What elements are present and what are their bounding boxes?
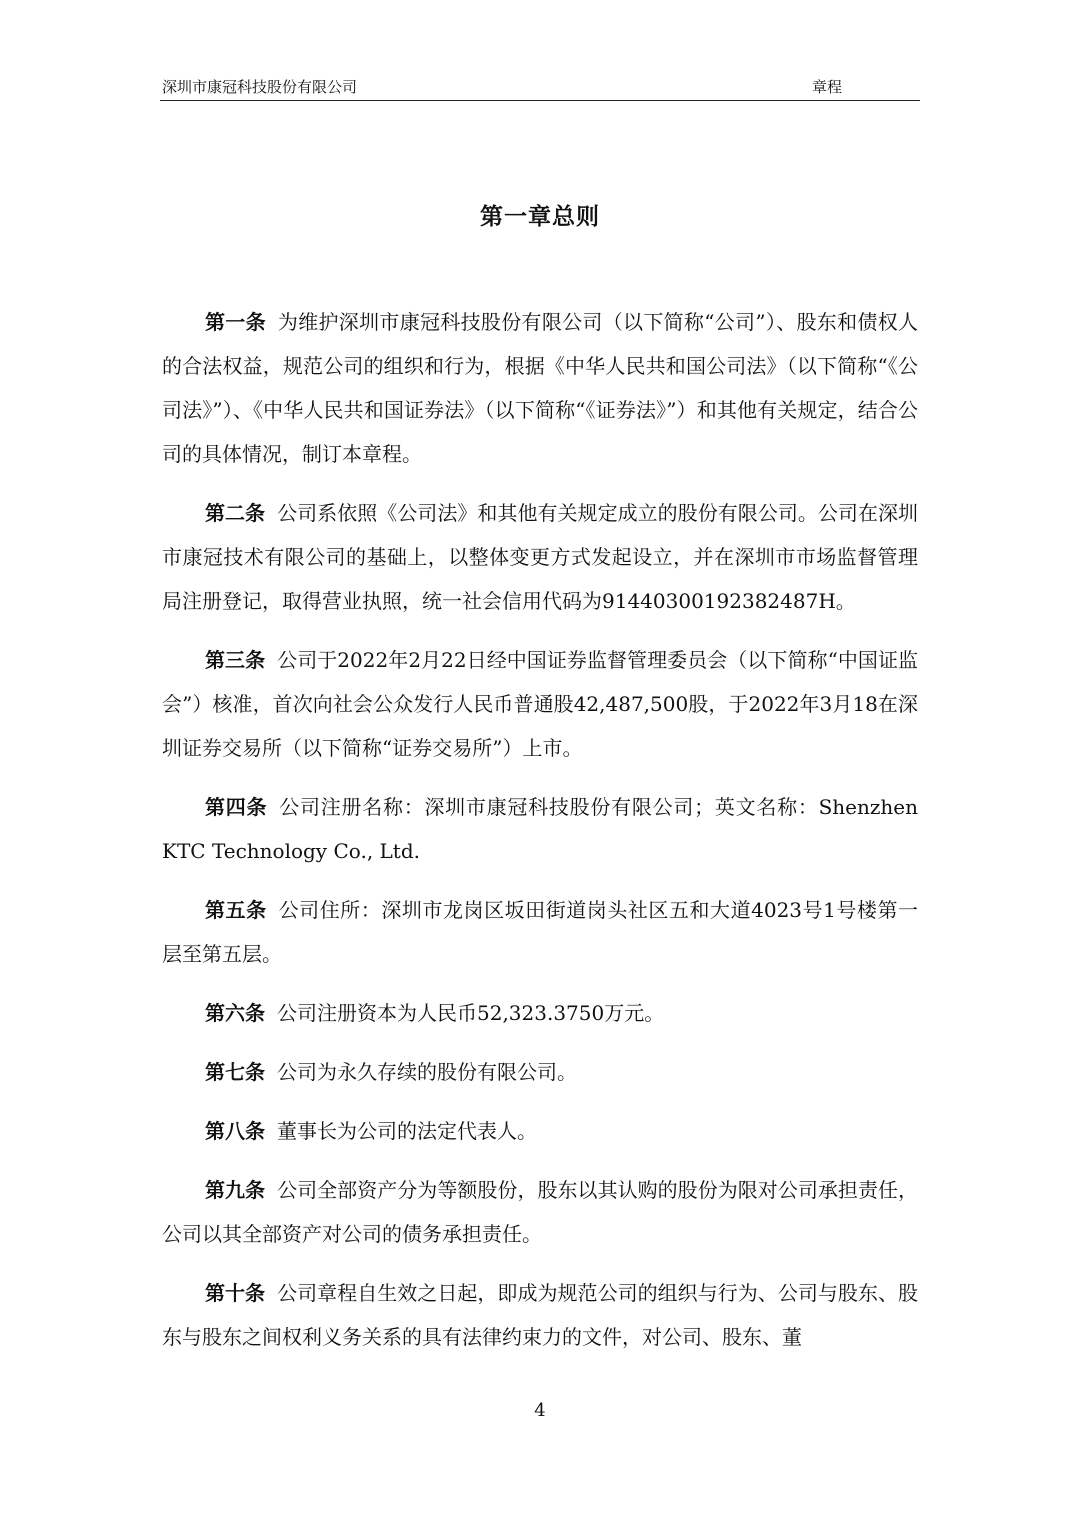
article-number: 第四条 xyxy=(205,795,268,819)
page-number: 4 xyxy=(534,1400,546,1421)
article-text: 公司住所：深圳市龙岗区坂田街道岗头社区五和大道4023号1号楼第一层至第五层。 xyxy=(162,898,919,966)
article-text: 为维护深圳市康冠科技股份有限公司（以下简称“公司”）、股东和债权人的合法权益，规范公司的组织和行为，根据《中华人民共和国公司法》（以下简称“《公司法》”）、《中华人民共和国证券法》（以下简称“《证券法》”）和其他有关规定，结合公司的具体情况，制订本章程。 xyxy=(162,310,918,466)
article-text: 董事长为公司的法定代表人。 xyxy=(277,1119,537,1143)
article-number: 第三条 xyxy=(205,648,266,672)
article-number: 第一条 xyxy=(205,310,266,334)
article-text: 公司章程自生效之日起，即成为规范公司的组织与行为、公司与股东、股东与股东之间权利义务关系的具有法律约束力的文件，对公司、股东、董 xyxy=(162,1281,919,1349)
article-text: 公司系依照《公司法》和其他有关规定成立的股份有限公司。公司在深圳市康冠技术有限公司的基础上，以整体变更方式发起设立，并在深圳市市场监督管理局注册登记，取得营业执照，统一社会信用代码为91440300192382487H。 xyxy=(162,501,919,613)
article-number: 第八条 xyxy=(205,1119,265,1143)
chapter-title: 第一章总则 xyxy=(480,203,600,230)
article-9 xyxy=(162,1168,918,1256)
article-3 xyxy=(162,638,918,770)
article-number: 第六条 xyxy=(205,1001,265,1025)
article-8 xyxy=(162,1109,918,1153)
article-4 xyxy=(162,785,918,873)
header-document-type: 章程 xyxy=(811,78,842,96)
header-company-name: 深圳市康冠科技股份有限公司 xyxy=(162,78,358,96)
article-number: 第五条 xyxy=(205,898,267,922)
article-text: 公司注册名称：深圳市康冠科技股份有限公司；英文名称：Shenzhen KTC Technology Co., Ltd. xyxy=(162,795,918,863)
article-number: 第九条 xyxy=(205,1178,266,1202)
article-6 xyxy=(162,991,918,1035)
article-number: 第二条 xyxy=(205,501,266,525)
article-text: 公司为永久存续的股份有限公司。 xyxy=(277,1060,577,1084)
article-7 xyxy=(162,1050,918,1094)
article-number: 第七条 xyxy=(205,1060,265,1084)
article-number: 第十条 xyxy=(205,1281,266,1305)
document-body xyxy=(162,300,918,1374)
article-5 xyxy=(162,888,918,976)
article-text: 公司全部资产分为等额股份，股东以其认购的股份为限对公司承担责任，公司以其全部资产对公司的债务承担责任。 xyxy=(162,1178,919,1246)
article-1 xyxy=(162,300,918,476)
article-10 xyxy=(162,1271,918,1359)
article-text: 公司于2022年2月22日经中国证券监督管理委员会（以下简称“中国证监会”）核准，首次向社会公众发行人民币普通股42,487,500股，于2022年3月18在深圳证券交易所（以下简称“证券交易所”）上市。 xyxy=(162,648,919,760)
article-2 xyxy=(162,491,918,623)
article-text: 公司注册资本为人民币52,323.3750万元。 xyxy=(277,1001,665,1025)
page-header xyxy=(160,78,920,101)
